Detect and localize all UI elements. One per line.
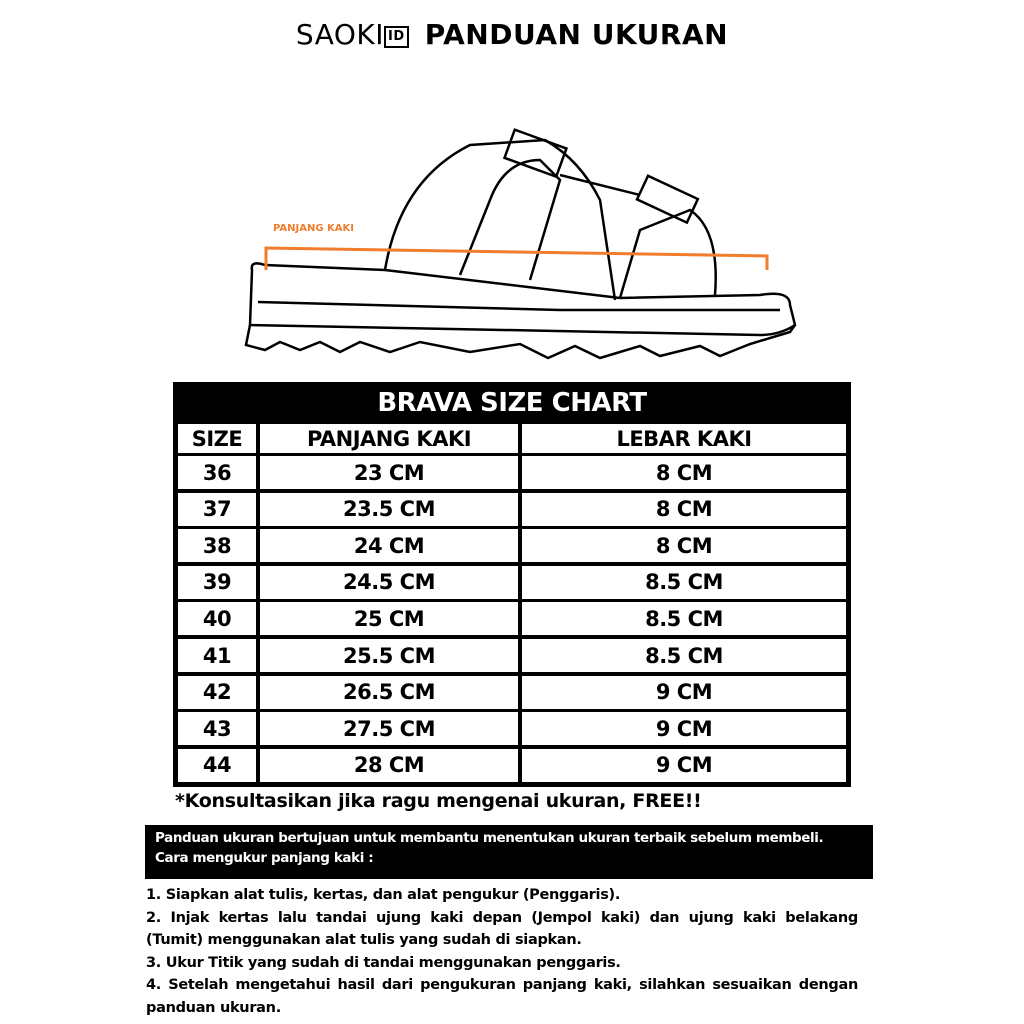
consult-note: *Konsultasikan jika ragu mengenai ukuran, FREE!!: [175, 790, 702, 812]
column-header-size: SIZE: [178, 424, 256, 453]
step-1: 1. Siapkan alat tulis, kertas, dan alat pengukur (Penggaris).: [146, 887, 621, 903]
info-line: Panduan ukuran bertujuan untuk membantu menentukan ukuran terbaik sebelum membeli.: [155, 830, 824, 846]
cell-size: 40: [178, 602, 256, 635]
sole-line: [258, 302, 780, 310]
cell-lebar-kaki: 9 CM: [522, 749, 846, 782]
cell-panjang-kaki: 25.5 CM: [260, 639, 518, 672]
cell-size: 36: [178, 456, 256, 489]
cell-panjang-kaki: 26.5 CM: [260, 676, 518, 709]
cell-panjang-kaki: 27.5 CM: [260, 712, 518, 745]
cell-lebar-kaki: 8.5 CM: [522, 639, 846, 672]
cell-lebar-kaki: 8 CM: [522, 493, 846, 526]
cell-panjang-kaki: 23 CM: [260, 456, 518, 489]
buckle-icon: [637, 176, 698, 223]
cell-panjang-kaki: 24.5 CM: [260, 566, 518, 599]
cell-size: 42: [178, 676, 256, 709]
step-3: 3. Ukur Titik yang sudah di tandai menggunakan penggaris.: [146, 954, 621, 971]
cell-panjang-kaki: 25 CM: [260, 602, 518, 635]
measure-steps: [146, 884, 858, 1019]
step-4: 4. Setelah mengetahui hasil dari pengukuran panjang kaki, silahkan sesuaikan dengan: [146, 977, 858, 993]
front-strap: [460, 160, 560, 280]
page-header: [0, 18, 1024, 51]
sandal-upper: [385, 140, 615, 300]
measure-line: [266, 248, 767, 270]
cell-size: 44: [178, 749, 256, 782]
cell-panjang-kaki: 24 CM: [260, 529, 518, 562]
buckle-pin: [560, 175, 640, 195]
page-title: PANDUAN UKURAN: [424, 18, 729, 51]
step-2: 2. Injak kertas lalu tandai ujung kaki depan (Jempol kaki) dan ujung kaki belakang: [146, 909, 858, 926]
cell-lebar-kaki: 8.5 CM: [522, 602, 846, 635]
table-title: BRAVA SIZE CHART: [377, 388, 647, 418]
cell-lebar-kaki: 9 CM: [522, 676, 846, 709]
size-chart-table: [173, 382, 851, 787]
brand-badge: ID: [384, 26, 409, 48]
cell-lebar-kaki: 8 CM: [522, 529, 846, 562]
cell-size: 41: [178, 639, 256, 672]
cell-panjang-kaki: 23.5 CM: [260, 493, 518, 526]
brand-logo: SAOKI: [295, 18, 385, 51]
step-4-cont: panduan ukuran.: [146, 999, 281, 1016]
sandal-illustration: [0, 120, 1024, 370]
step-2-cont: (Tumit) menggunakan alat tulis yang sudah di siapkan.: [146, 932, 582, 948]
info-box: [145, 825, 873, 879]
cell-size: 37: [178, 493, 256, 526]
cell-lebar-kaki: 9 CM: [522, 712, 846, 745]
sandal-sole: [250, 263, 795, 335]
column-header-lebar-kaki: LEBAR KAKI: [522, 424, 846, 453]
cell-size: 38: [178, 529, 256, 562]
cell-lebar-kaki: 8 CM: [522, 456, 846, 489]
cell-panjang-kaki: 28 CM: [260, 749, 518, 782]
cell-size: 43: [178, 712, 256, 745]
cell-size: 39: [178, 566, 256, 599]
column-header-panjang-kaki: PANJANG KAKI: [260, 424, 518, 453]
info-line: Cara mengukur panjang kaki :: [155, 850, 374, 866]
measure-label: PANJANG KAKI: [273, 223, 354, 234]
cell-lebar-kaki: 8.5 CM: [522, 566, 846, 599]
buckle-icon: [504, 130, 566, 177]
